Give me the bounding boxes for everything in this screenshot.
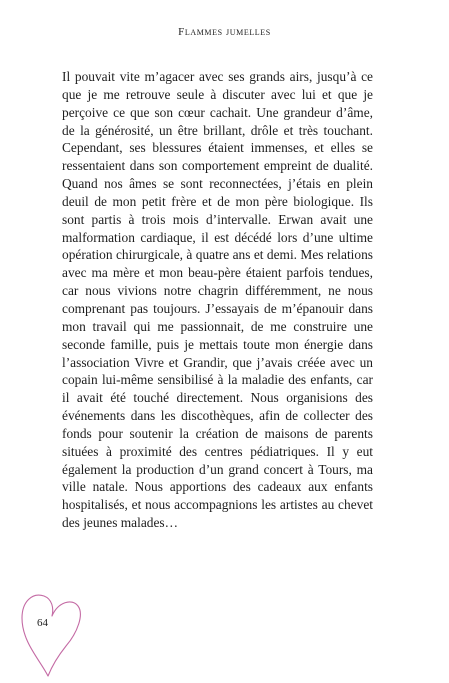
page-number: 64: [37, 617, 48, 629]
body-paragraph: Il pouvait vite m’agacer avec ses grands airs, jusqu’à ce que je me retrouve seule à discuter avec lui et que je perçoive ce que son cœur cachait. Une grandeur d’âme, de la générosité, un être brillant, drôle et très touchant. Cependant, ses blessures étaient immenses, et elles se ressentaient dans son comportement empreint de dualité. Quand nos âmes se sont reconnectées, j’étais en plein deuil de mon petit frère et de mon père biologique. Ils sont partis à trois mois d’intervalle. Erwan avait une malformation cardiaque, il est décédé lors d’une ultime opération chirurgicale, à quatre ans et demi. Mes relations avec ma mère et mon beau-père étaient parfois tendues, car nous vivions notre chagrin différemment, ne nous comprenant pas toujours. J’essayais de m’épanouir dans mon travail qui me passionnait, de me construire une seconde famille, puis je mettais toute mon énergie dans l’association Vivre et Grandir, que j’avais créée avec un copain lui-même sensibilisé à la maladie des enfants, car il avait été touché directement. Nous organisions des événements dans les discothèques, afin de collecter des fonds pour soutenir la création de maisons de parents situées à proximité des centres pédiatriques. Il y eut également la production d’un grand concert à Tours, ma ville natale. Nous apportions des cadeaux aux enfants hospitalisés, et nous accompagnions les artistes au chevet des jeunes malades…: [62, 69, 373, 531]
heart-outline-icon: [18, 580, 84, 680]
running-head-title: Flammes jumelles: [178, 26, 271, 38]
